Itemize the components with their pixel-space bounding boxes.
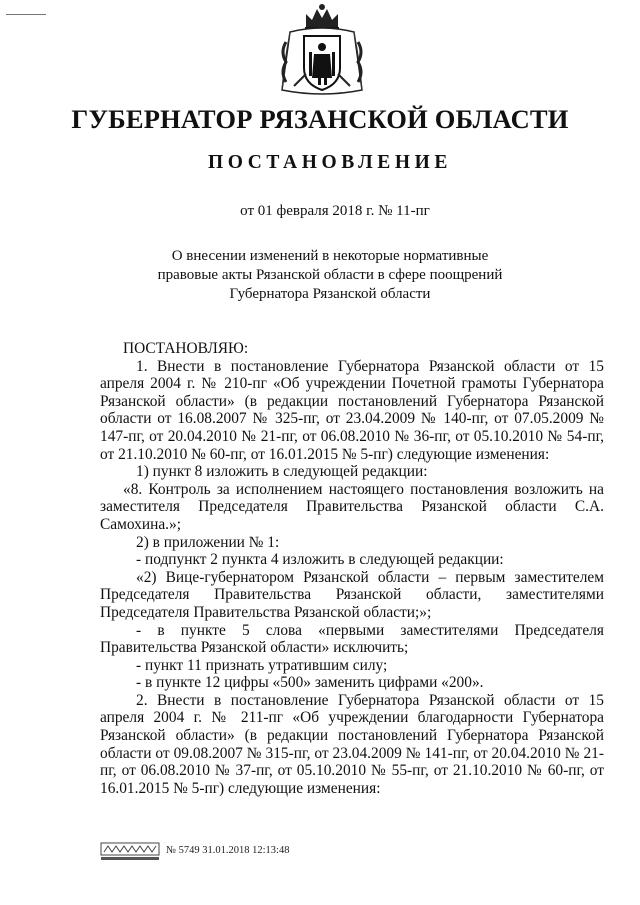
paragraph-item-1-2-b: - в пункте 5 слова «первыми заместителями Председателя Правительства Рязанской области» исключить; [100,621,604,657]
subject-line: правовые акты Рязанской области в сфере поощрений [157,267,503,283]
document-body [100,340,604,797]
registry-logo-icon [100,840,160,862]
paragraph-item-1-2-a-text: «2) Вице-губернатором Рязанской области – первым заместителем Председателя Правительства Рязанской области, заместителями Председателя Правительства Рязанской области;»; [100,568,604,621]
paragraph-item-1-2-c: - пункт 11 признать утратившим силу; [136,656,388,674]
paragraph-item-1-2-a: - подпункт 2 пункта 4 изложить в следующей редакции: [136,551,504,569]
subject-line: О внесении изменений в некоторые нормативные [171,248,489,264]
paragraph-item-1-2: 2) в приложении № 1: [136,533,280,551]
scan-corner-mark [6,14,46,15]
paragraph-item-2: 2. Внести в постановление Губернатора Рязанской области от 15 апреля 2004 г. № 211-пг «Об учреждении благодарности Губернатора Рязанской области» (в редакции постановлений Губернатора Рязанской области от 09.08.2007 № 315-пг, от 23.04.2009 № 141-пг, от 20.04.2010 № 21-пг, от 06.08.2010 № 37-пг, от 05.10.2010 № 55-пг, от 21.10.2010 № 60-пг, от 16.01.2015 № 5-пг) следующие изменения: [100,691,604,797]
paragraph-item-1-2-d: - в пункте 12 цифры «500» заменить цифрами «200». [136,674,484,692]
coat-of-arms-icon [276,2,368,98]
document-type: ПОСТАНОВЛЕНИЕ [207,152,453,173]
registration-number: № 5749 31.01.2018 12:13:48 [166,845,290,856]
subject-line: Губернатора Рязанской области [229,286,431,302]
document-subject [155,247,505,304]
document-date: от 01 февраля 2018 г. № 11-пг [240,203,430,219]
issuer-title: ГУБЕРНАТОР РЯЗАНСКОЙ ОБЛАСТИ [71,104,569,134]
paragraph-item-1: 1. Внести в постановление Губернатора Рязанской области от 15 апреля 2004 г. № 210-пг «Об учреждении Почетной грамоты Губернатора Рязанской области» (в редакции постановлений Губернатора Рязанской области от 16.08.2007 № 325-пг, от 23.04.2009 № 140-пг, от 07.05.2009 № 147-пг, от 20.04.2010 № 21-пг, от 06.08.2010 № 36-пг, от 05.10.2010 № 54-пг, от 21.10.2010 № 60-пг, от 16.01.2015 № 5-пг) следующие изменения: [100,357,604,463]
decree-heading: ПОСТАНОВЛЯЮ: [123,340,249,357]
paragraph-item-1-1: 1) пункт 8 изложить в следующей редакции: [136,463,428,481]
paragraph-item-1-1-text: «8. Контроль за исполнением настоящего постановления возложить на заместителя Председателя Правительства Рязанской области С.А. Самохина.»; [100,480,604,533]
